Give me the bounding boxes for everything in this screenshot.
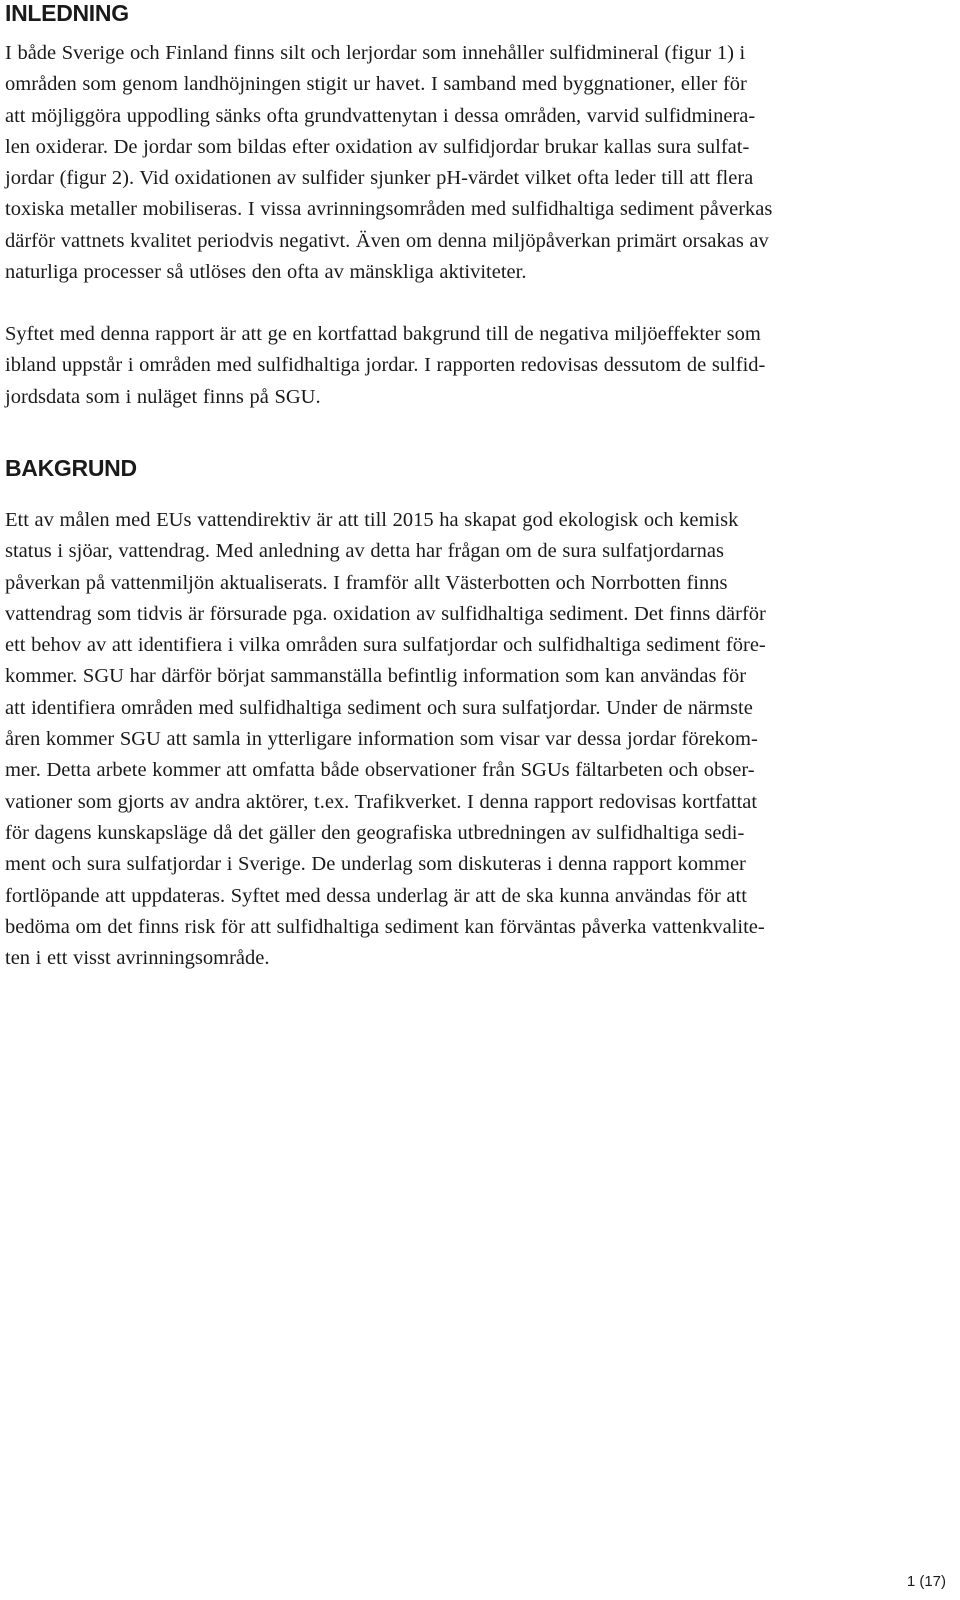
section-heading-inledning: INLEDNING: [5, 0, 129, 26]
text-line: toxiska metaller mobiliseras. I vissa avrinningsområden med sulfidhaltiga sediment påverkas: [5, 198, 773, 221]
text-line: ment och sura sulfatjordar i Sverige. De underlag som diskuteras i denna rapport kommer: [5, 853, 746, 876]
paragraph-background: [5, 505, 950, 974]
text-line: len oxiderar. De jordar som bildas efter oxidation av sulfidjordar brukar kallas sura sulfat-: [5, 135, 750, 158]
text-line: ten i ett visst avrinningsområde.: [5, 947, 270, 970]
text-line: för dagens kunskapsläge då det gäller den geografiska utbredningen av sulfidhaltiga sedi-: [5, 821, 745, 844]
text-line: jordsdata som i nuläget finns på SGU.: [5, 385, 321, 408]
text-line: jordar (figur 2). Vid oxidationen av sulfider sjunker pH-värdet vilket ofta leder till att flera: [5, 167, 754, 190]
text-line: ibland uppstår i områden med sulfidhaltiga jordar. I rapporten redovisas dessutom de sulfid-: [5, 354, 766, 377]
section-heading-bakgrund: BAKGRUND: [5, 455, 137, 481]
paragraph-intro: [5, 38, 950, 288]
text-line: status i sjöar, vattendrag. Med anledning av detta har frågan om de sura sulfatjordarnas: [5, 540, 724, 563]
text-line: ett behov av att identifiera i vilka områden sura sulfatjordar och sulfidhaltiga sediment före-: [5, 634, 766, 657]
text-line: att identifiera områden med sulfidhaltiga sediment och sura sulfatjordar. Under de närmste: [5, 696, 753, 719]
text-line: Syftet med denna rapport är att ge en kortfattad bakgrund till de negativa miljöeffekter som: [5, 323, 761, 345]
text-line: bedöma om det finns risk för att sulfidhaltiga sediment kan förväntas påverka vattenkvalite-: [5, 915, 765, 938]
text-line: påverkan på vattenmiljön aktualiserats. I framför allt Västerbotten och Norrbotten finns: [5, 571, 728, 594]
text-line: naturliga processer så utlöses den ofta av mänskliga aktiviteter.: [5, 261, 527, 284]
text-line: åren kommer SGU att samla in ytterligare information som visar var dessa jordar förekom-: [5, 728, 758, 751]
text-line: områden som genom landhöjningen stigit ur havet. I samband med byggnationer, eller för: [5, 73, 747, 96]
text-line: att möjliggöra uppodling sänks ofta grundvattenytan i dessa områden, varvid sulfidminera-: [5, 104, 756, 127]
paragraph-purpose: [5, 319, 950, 413]
text-line: kommer. SGU har därför börjat sammanställa befintlig information som kan användas för: [5, 665, 747, 688]
text-line: fortlöpande att uppdateras. Syftet med dessa underlag är att de ska kunna användas för att: [5, 884, 747, 907]
text-line: Ett av målen med EUs vattendirektiv är att till 2015 ha skapat god ekologisk och kemisk: [5, 509, 739, 531]
page-number: 1 (17): [906, 1573, 946, 1590]
text-line: vationer som gjorts av andra aktörer, t.ex. Trafikverket. I denna rapport redovisas kortfattat: [5, 790, 758, 813]
text-line: vattendrag som tidvis är försurade pga. oxidation av sulfidhaltiga sediment. Det finns därför: [5, 602, 766, 625]
text-line: mer. Detta arbete kommer att omfatta både observationer från SGUs fältarbeten och obser-: [5, 759, 755, 782]
text-line: därför vattnets kvalitet periodvis negativt. Även om denna miljöpåverkan primärt orsakas av: [5, 229, 769, 252]
text-line: I både Sverige och Finland finns silt och lerjordar som innehåller sulfidmineral (figur 1) i: [5, 42, 746, 64]
